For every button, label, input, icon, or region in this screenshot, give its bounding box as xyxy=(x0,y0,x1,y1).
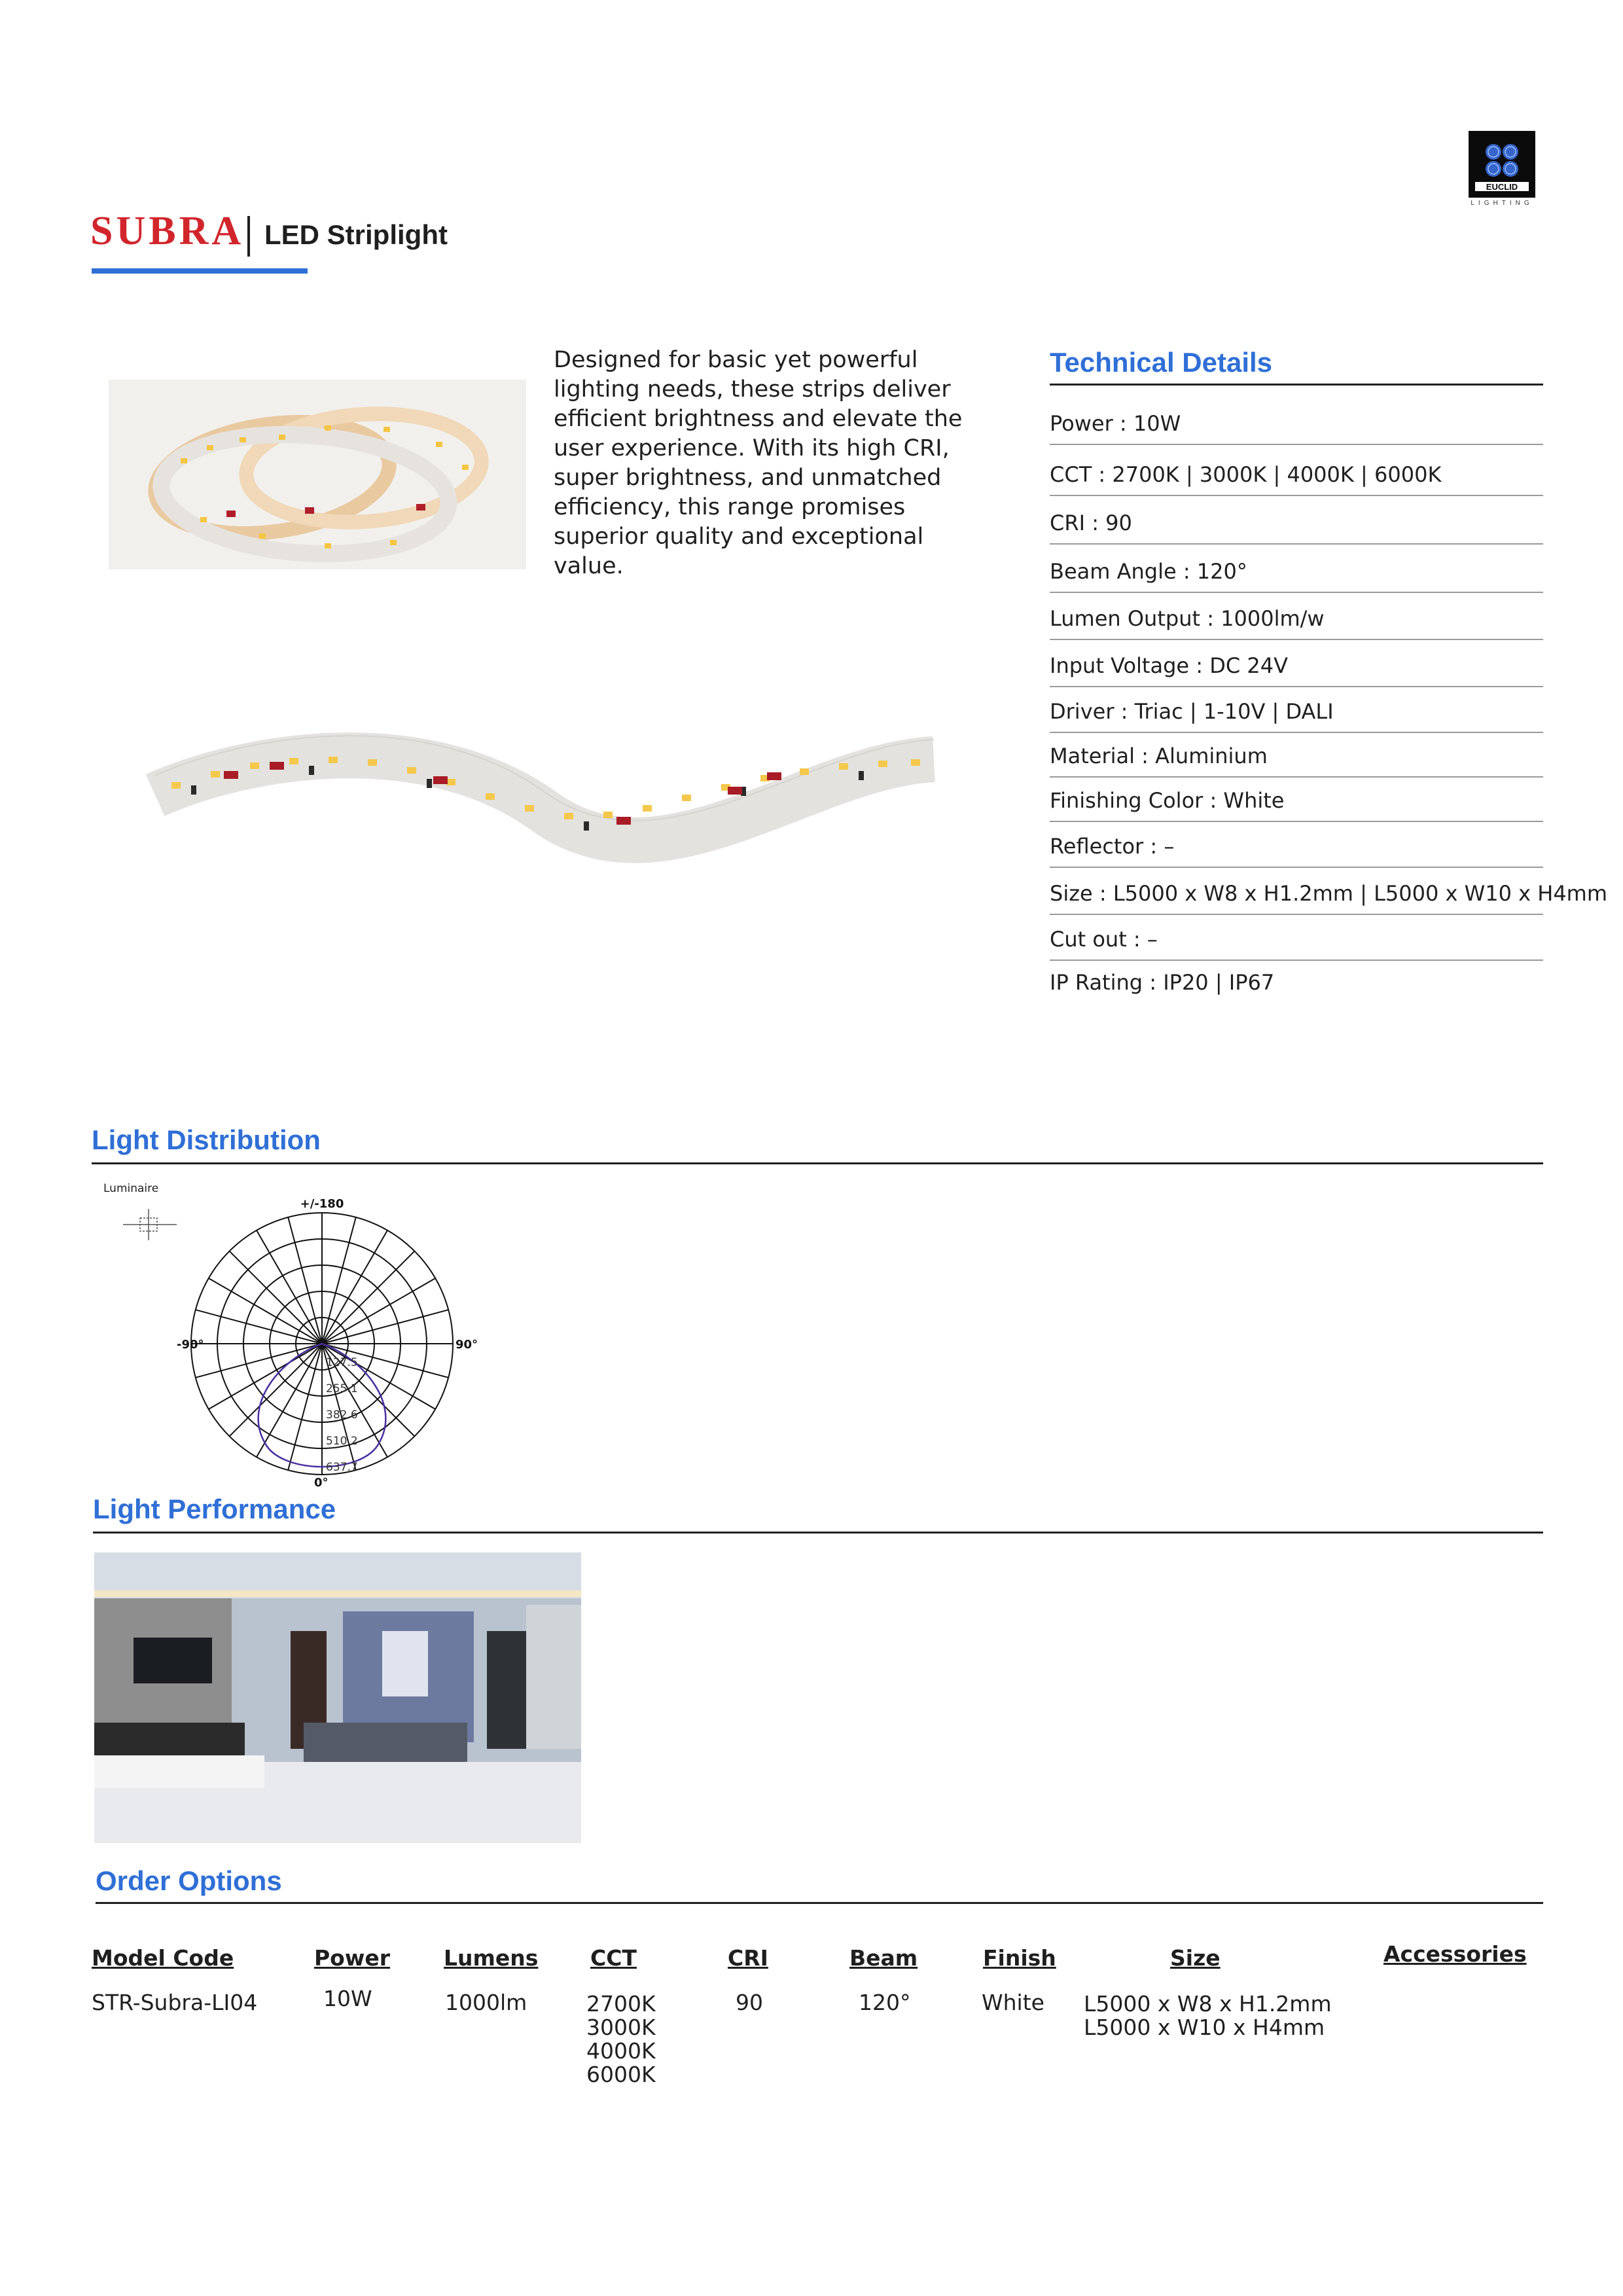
spec-row-input-voltage xyxy=(1050,640,1543,687)
spec-input-voltage: Input Voltage : DC 24V xyxy=(1050,653,1288,678)
ring-label: 127.5 xyxy=(326,1356,358,1369)
spec-row-reflector xyxy=(1050,822,1543,868)
product-reel-photo xyxy=(109,380,526,569)
logo-subtext: LIGHTING xyxy=(1471,200,1533,207)
cell-beam: 120° xyxy=(859,1990,911,2015)
spec-ip-rating: IP Rating : IP20 | IP67 xyxy=(1050,970,1275,995)
light-distribution-rule xyxy=(92,1162,1543,1164)
cell-cct xyxy=(586,1992,656,2087)
ring-label: 637.7 xyxy=(326,1461,358,1474)
cell-model-code: STR-Subra-LI04 xyxy=(92,1990,258,2015)
spec-row-power xyxy=(1050,393,1543,445)
logo-text: EUCLID xyxy=(1486,182,1518,192)
col-header-power: Power xyxy=(314,1945,390,1971)
order-options-title: Order Options xyxy=(96,1865,282,1896)
cct-value: 3000K xyxy=(586,2015,656,2040)
light-distribution-title: Light Distribution xyxy=(92,1124,321,1155)
spec-reflector: Reflector : – xyxy=(1050,834,1175,859)
light-performance-rule xyxy=(93,1532,1543,1534)
col-header-beam: Beam xyxy=(849,1945,918,1971)
product-title: LED Striplight xyxy=(264,219,448,250)
cct-value: 4000K xyxy=(586,2038,656,2064)
spec-cri: CRI : 90 xyxy=(1050,511,1132,535)
spec-row-cri xyxy=(1050,496,1543,545)
spec-lumen-output: Lumen Output : 1000lm/w xyxy=(1050,606,1325,631)
spec-finishing-color: Finishing Color : White xyxy=(1050,788,1285,813)
size-value: L5000 x W10 x H4mm xyxy=(1084,2015,1325,2040)
col-header-accessories: Accessories xyxy=(1383,1941,1527,1967)
spec-row-cut-out xyxy=(1050,915,1543,961)
room-application-photo xyxy=(94,1552,581,1843)
luminaire-sketch-icon xyxy=(123,1209,177,1240)
spec-row-size xyxy=(1050,868,1608,915)
product-strip-photo xyxy=(152,733,936,884)
size-value: L5000 x W8 x H1.2mm xyxy=(1084,1991,1332,2017)
spec-power: Power : 10W xyxy=(1050,411,1181,436)
spec-driver: Driver : Triac | 1-10V | DALI xyxy=(1050,699,1334,724)
angle-top-label: +/-180 xyxy=(300,1197,344,1211)
luminaire-label: Luminaire xyxy=(103,1182,159,1195)
ring-label: 382.6 xyxy=(326,1408,358,1422)
cell-finish: White xyxy=(982,1990,1044,2015)
spec-row-cct xyxy=(1050,445,1543,496)
cell-cri: 90 xyxy=(736,1990,763,2015)
spec-beam-angle: Beam Angle : 120° xyxy=(1050,559,1247,584)
logo-mark-icon xyxy=(1469,131,1535,198)
title-underline xyxy=(92,268,308,274)
technical-details-rule xyxy=(1050,384,1543,386)
spec-row-driver xyxy=(1050,687,1543,733)
title-divider xyxy=(247,216,250,257)
col-header-lumens: Lumens xyxy=(444,1945,539,1971)
spec-size: Size : L5000 x W8 x H1.2mm | L5000 x W10 x H4mm xyxy=(1050,881,1608,906)
spec-cct: CCT : 2700K | 3000K | 4000K | 6000K xyxy=(1050,462,1442,487)
cct-value: 6000K xyxy=(586,2062,656,2087)
spec-row-beam-angle xyxy=(1050,545,1543,593)
angle-left-label: -90° xyxy=(177,1338,204,1352)
technical-details-title: Technical Details xyxy=(1050,347,1273,378)
col-header-finish: Finish xyxy=(983,1945,1056,1971)
product-description: Designed for basic yet powerful lighting needs, these strips deliver efficient brightness and elevate the user experience. With its high CRI, super brightness, and unmatched efficiency, this range promises superior quality and exceptional value. xyxy=(554,347,963,579)
col-header-cri: CRI xyxy=(728,1945,768,1971)
ring-label: 510.2 xyxy=(326,1435,358,1448)
polar-diagram xyxy=(85,1168,497,1490)
spec-row-material xyxy=(1050,733,1543,778)
spec-cut-out: Cut out : – xyxy=(1050,927,1158,952)
light-performance-title: Light Performance xyxy=(93,1494,336,1524)
angle-right-label: 90° xyxy=(455,1338,478,1352)
angle-bottom-label: 0° xyxy=(314,1476,329,1490)
order-options-rule xyxy=(96,1902,1543,1904)
spec-material: Material : Aluminium xyxy=(1050,744,1268,768)
cell-power: 10W xyxy=(323,1986,372,2011)
cct-value: 2700K xyxy=(586,1991,656,2017)
spec-row-finishing-color xyxy=(1050,778,1543,822)
cell-size xyxy=(1084,1992,1332,2039)
euclid-logo xyxy=(1469,131,1535,198)
brand-name: SUBRA xyxy=(90,209,245,253)
col-header-model-code: Model Code xyxy=(92,1945,234,1971)
col-header-size: Size xyxy=(1170,1945,1221,1971)
ring-label: 255.1 xyxy=(326,1382,358,1395)
col-header-cct: CCT xyxy=(590,1945,637,1971)
spec-row-lumen-output xyxy=(1050,593,1543,640)
cell-lumens: 1000lm xyxy=(445,1990,527,2015)
spec-row-ip-rating xyxy=(1050,961,1543,1003)
